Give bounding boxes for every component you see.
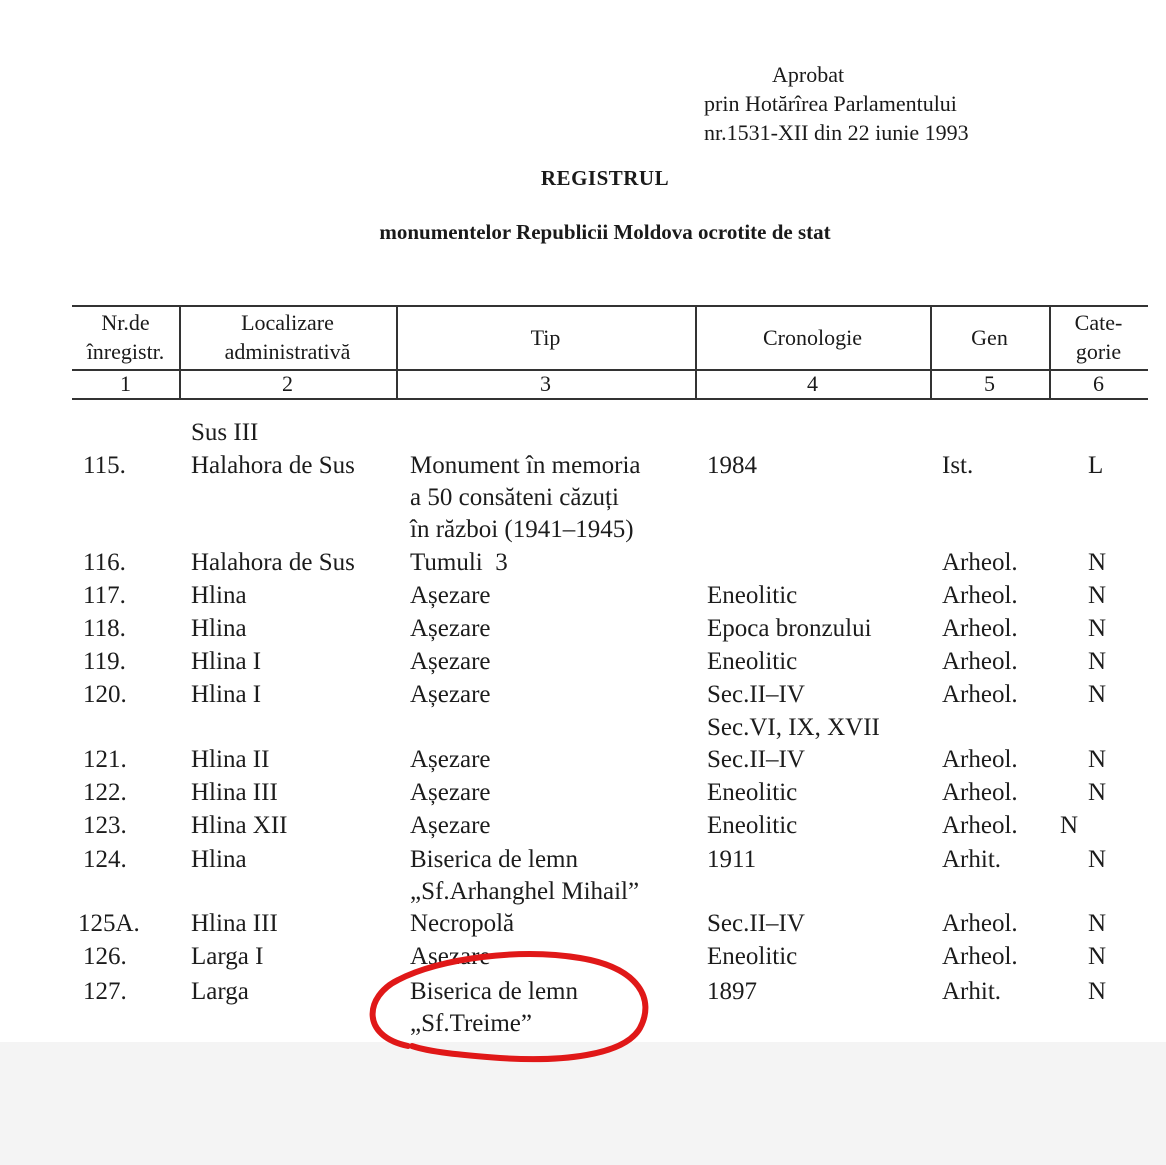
row-125a-gen: Arheol.: [942, 910, 1018, 937]
row-124-categorie: N: [1088, 846, 1107, 873]
row-120-nr: 120.: [83, 681, 127, 708]
row-121-cronologie: Sec.II–IV: [707, 746, 805, 773]
header-number-1: 1: [120, 371, 131, 396]
row-124-gen: Arhit.: [942, 846, 1002, 873]
row-121-nr: 121.: [83, 746, 127, 773]
header-number-2: 2: [282, 371, 293, 396]
row-118-gen: Arheol.: [942, 615, 1018, 642]
row-119-nr: 119.: [83, 648, 126, 675]
row-127-gen: Arhit.: [942, 978, 1002, 1005]
row-120-localizare: Hlina I: [191, 681, 262, 708]
row-125a-cronologie: Sec.II–IV: [707, 910, 805, 937]
row-120-gen: Arheol.: [942, 681, 1018, 708]
row-115-tip-3: în război (1941–1945): [410, 516, 634, 543]
row-117-gen: Arheol.: [942, 582, 1018, 609]
row-127-categorie: N: [1088, 978, 1107, 1005]
row-122-cronologie: Eneolitic: [707, 779, 798, 806]
row-123-localizare: Hlina XII: [191, 812, 288, 839]
row-115-localizare: Halahora de Sus: [191, 452, 355, 479]
row-120-cronologie-2: Sec.VI, IX, XVII: [707, 714, 880, 741]
row-117-cronologie: Eneolitic: [707, 582, 798, 609]
approval-line-3: nr.1531-XII din 22 iunie 1993: [704, 120, 969, 145]
row-122-nr: 122.: [83, 779, 127, 806]
row-118-categorie: N: [1088, 615, 1107, 642]
row-121-tip: Așezare: [410, 746, 491, 773]
row-124-tip-1: Biserica de lemn: [410, 846, 578, 873]
row-119-gen: Arheol.: [942, 648, 1018, 675]
row-119-cronologie: Eneolitic: [707, 648, 798, 675]
header-cronologie: Cronologie: [763, 324, 862, 350]
row-125a-localizare: Hlina III: [191, 910, 278, 937]
row-114-localizare: Sus III: [191, 419, 259, 446]
row-117-nr: 117.: [83, 582, 126, 609]
row-125a-nr: 125A.: [78, 910, 140, 937]
row-115-cronologie: 1984: [707, 452, 757, 479]
row-115-nr: 115.: [83, 452, 126, 479]
row-126-categorie: N: [1088, 943, 1107, 970]
row-116-localizare: Halahora de Sus: [191, 549, 355, 576]
row-127-cronologie: 1897: [707, 978, 757, 1005]
row-125a-categorie: N: [1088, 910, 1107, 937]
row-120-categorie: N: [1088, 681, 1107, 708]
row-125a-tip: Necropolă: [410, 910, 515, 937]
row-118-nr: 118.: [83, 615, 126, 642]
row-122-categorie: N: [1088, 779, 1107, 806]
row-116-nr: 116.: [83, 549, 126, 576]
row-122-tip: Așezare: [410, 779, 491, 806]
row-115-categorie: L: [1088, 452, 1104, 479]
row-124-cronologie: 1911: [707, 846, 757, 873]
row-126-cronologie: Eneolitic: [707, 943, 798, 970]
row-123-cronologie: Eneolitic: [707, 812, 798, 839]
header-number-3: 3: [540, 371, 551, 396]
header-number-5: 5: [984, 371, 995, 396]
row-120-cronologie-1: Sec.II–IV: [707, 681, 805, 708]
row-123-gen: Arheol.: [942, 812, 1018, 839]
document-subtitle: monumentelor Republicii Moldova ocrotite de stat: [379, 220, 831, 244]
row-126-nr: 126.: [83, 943, 127, 970]
row-120-tip: Așezare: [410, 681, 491, 708]
header-tip: Tip: [530, 324, 561, 350]
row-115-gen: Ist.: [942, 452, 974, 479]
row-118-localizare: Hlina: [191, 615, 247, 642]
row-117-tip: Așezare: [410, 582, 491, 609]
row-127-nr: 127.: [83, 978, 127, 1005]
row-118-cronologie: Epoca bronzului: [707, 615, 872, 642]
row-122-localizare: Hlina III: [191, 779, 278, 806]
row-116-gen: Arheol.: [942, 549, 1018, 576]
row-123-tip: Așezare: [410, 812, 491, 839]
row-126-tip: Așezare: [410, 943, 491, 970]
approval-line-1: Aprobat: [772, 62, 845, 87]
row-115-tip-2: a 50 consăteni căzuți: [410, 484, 619, 511]
row-122-gen: Arheol.: [942, 779, 1018, 806]
row-127-tip-1: Biserica de lemn: [410, 978, 578, 1005]
header-categorie: Cate- gorie: [1074, 310, 1123, 364]
row-126-localizare: Larga I: [191, 943, 264, 970]
row-115-tip-1: Monument în memoria: [410, 452, 641, 479]
row-121-gen: Arheol.: [942, 746, 1018, 773]
row-119-tip: Așezare: [410, 648, 491, 675]
row-117-localizare: Hlina: [191, 582, 247, 609]
row-117-categorie: N: [1088, 582, 1107, 609]
row-124-nr: 124.: [83, 846, 127, 873]
row-124-tip-2: „Sf.Arhanghel Mihail”: [410, 878, 640, 905]
row-119-localizare: Hlina I: [191, 648, 262, 675]
header-gen: Gen: [971, 324, 1008, 350]
approval-line-2: prin Hotărîrea Parlamentului: [704, 91, 957, 116]
header-number-4: 4: [807, 371, 818, 396]
row-123-categorie: N: [1060, 812, 1079, 839]
row-121-localizare: Hlina II: [191, 746, 270, 773]
row-116-tip: Tumuli 3: [410, 549, 508, 576]
row-123-nr: 123.: [83, 812, 127, 839]
row-116-categorie: N: [1088, 549, 1107, 576]
row-127-localizare: Larga: [191, 978, 249, 1005]
header-localizare: Localizare administrativă: [224, 310, 351, 364]
row-126-gen: Arheol.: [942, 943, 1018, 970]
header-number-6: 6: [1093, 371, 1104, 396]
document-title: REGISTRUL: [540, 166, 670, 190]
row-127-tip-2: „Sf.Treime”: [410, 1010, 532, 1037]
row-124-localizare: Hlina: [191, 846, 247, 873]
header-nr: Nr.de înregistr.: [86, 310, 165, 364]
row-119-categorie: N: [1088, 648, 1107, 675]
row-121-categorie: N: [1088, 746, 1107, 773]
row-118-tip: Așezare: [410, 615, 491, 642]
